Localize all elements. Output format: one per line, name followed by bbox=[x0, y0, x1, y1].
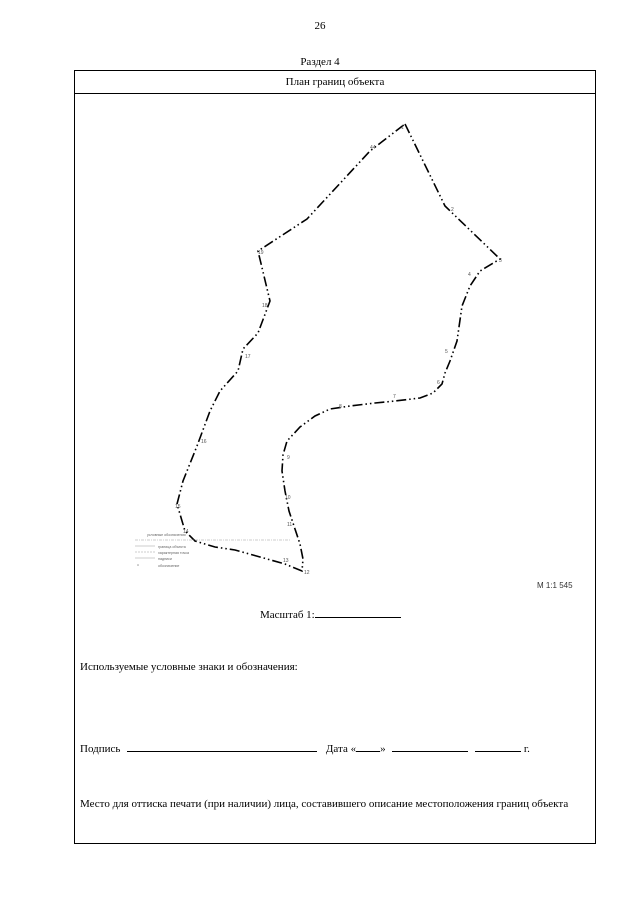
point-label: 44 bbox=[370, 145, 376, 151]
date-year-blank bbox=[475, 741, 521, 752]
point-label: 15 bbox=[175, 504, 181, 510]
point-label: 7 bbox=[393, 394, 396, 400]
point-label: 11 bbox=[287, 522, 293, 528]
signature-label: Подпись bbox=[80, 743, 121, 755]
point-label: 10 bbox=[285, 495, 291, 501]
point-label: 13 bbox=[283, 558, 289, 564]
svg-text:надписи: надписи bbox=[158, 557, 172, 561]
point-label: 2 bbox=[451, 207, 454, 213]
boundary-line bbox=[177, 124, 500, 571]
svg-text:характерная точка: характерная точка bbox=[158, 551, 189, 555]
point-label: 1 bbox=[401, 125, 404, 131]
point-label: 14 bbox=[183, 529, 189, 535]
point-label: 5 bbox=[445, 349, 448, 355]
point-label: 18 bbox=[262, 303, 268, 309]
page-number: 26 bbox=[314, 20, 326, 32]
point-label: 19 bbox=[258, 250, 264, 256]
plan-frame bbox=[74, 70, 596, 844]
point-label: 8 bbox=[339, 404, 342, 410]
point-label: 3 bbox=[499, 258, 502, 264]
boundary-point-labels bbox=[175, 125, 502, 576]
svg-text:граница объекта: граница объекта bbox=[158, 545, 186, 549]
scale-blank bbox=[315, 607, 401, 618]
plan-legend-graphic bbox=[135, 533, 290, 568]
scale-label: Масштаб 1: bbox=[260, 609, 315, 621]
date-close: » bbox=[380, 743, 386, 755]
svg-text:условные обозначения: условные обозначения bbox=[147, 533, 186, 537]
point-label: 6 bbox=[437, 380, 440, 386]
signature-blank bbox=[127, 741, 317, 752]
scale-field bbox=[260, 607, 401, 621]
date-label: Дата « bbox=[325, 743, 357, 755]
boundary-plan bbox=[75, 71, 595, 591]
stamp-text: Место для оттиска печати (при наличии) лица, составившего описание местоположения границ объекта bbox=[80, 798, 569, 810]
svg-text:обозначение: обозначение bbox=[158, 564, 180, 568]
plan-title: План границ объекта bbox=[75, 71, 595, 94]
point-label: 16 bbox=[201, 439, 207, 445]
point-label: 4 bbox=[468, 272, 471, 278]
plan-scale-note: М 1:1 545 bbox=[537, 581, 573, 590]
point-label: 12 bbox=[304, 570, 310, 576]
legend-label: Используемые условные знаки и обозначения: bbox=[80, 661, 298, 673]
point-label: 17 bbox=[245, 354, 251, 360]
section-title: Раздел 4 bbox=[300, 56, 340, 68]
point-label: 9 bbox=[287, 455, 290, 461]
date-day-blank bbox=[356, 741, 380, 752]
signature-row bbox=[80, 741, 530, 755]
date-month-blank bbox=[392, 741, 468, 752]
year-suffix: г. bbox=[523, 743, 530, 755]
